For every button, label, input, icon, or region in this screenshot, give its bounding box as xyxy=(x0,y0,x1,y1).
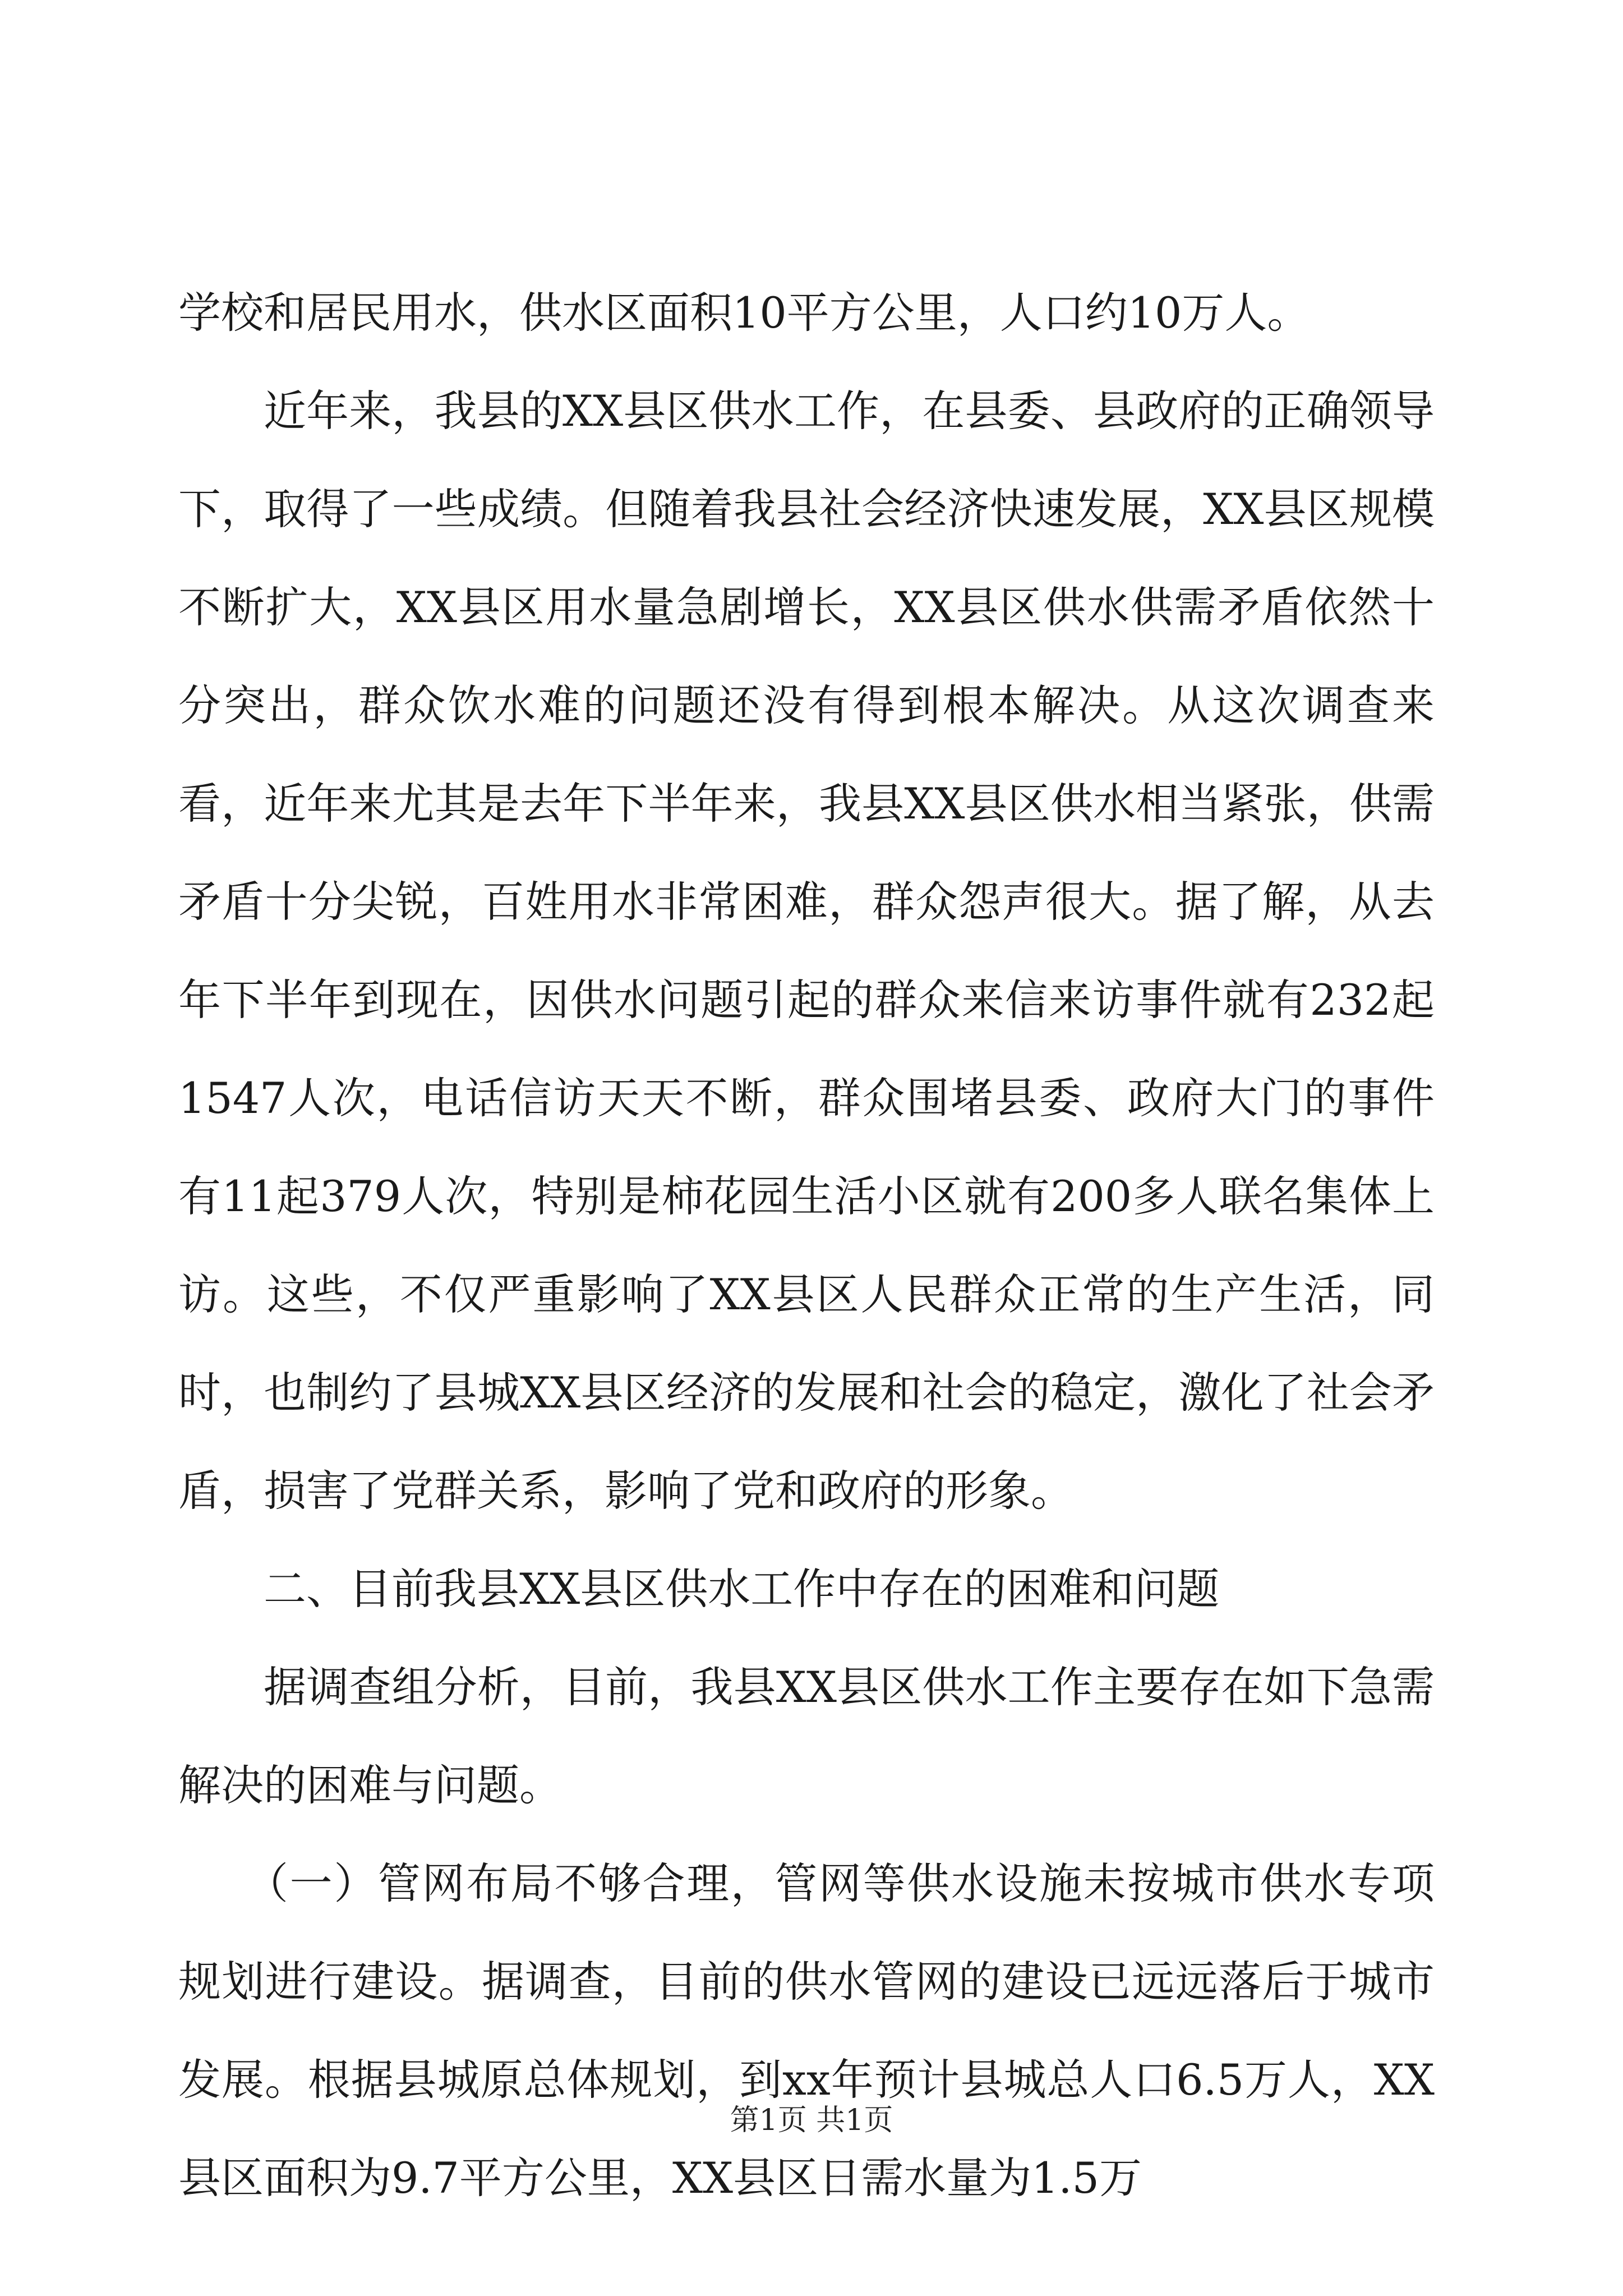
page-footer: 第1页 共1页 xyxy=(730,2104,893,2137)
paragraph-continuation: 学校和居民用水，供水区面积10平方公里，人口约10万人。 xyxy=(178,288,1310,338)
section-heading: 二、目前我县XX县区供水工作中存在的困难和问题 xyxy=(264,1564,1220,1614)
document-body xyxy=(178,264,1435,2227)
paragraph-situation: 近年来，我县的XX县区供水工作，在县委、县政府的正确领导下，取得了一些成绩。但随着我县社会经济快速发展，XX县区规模不断扩大，XX县区用水量急剧增长，XX县区供水供需矛盾依然十分突出，群众饮水难的问题还没有得到根本解决。从这次调查来看，近年来尤其是去年下半年来，我县XX县区供水相当紧张，供需矛盾十分尖锐，百姓用水非常困难，群众怨声很大。据了解，从去年下半年到现在，因供水问题引起的群众来信来访事件就有232起1547人次，电话信访天天不断，群众围堵县委、政府大门的事件有11起379人次，特别是柿花园生活小区就有200多人联名集体上访。这些，不仅严重影响了XX县区人民群众正常的生产生活，同时，也制约了县城XX县区经济的发展和社会的稳定，激化了社会矛盾，损害了党群关系，影响了党和政府的形象。 xyxy=(178,386,1435,1516)
paragraph-analysis: 据调查组分析，目前，我县XX县区供水工作主要存在如下急需解决的困难与问题。 xyxy=(178,1662,1435,1810)
paragraph-item-1: （一）管网布局不够合理，管网等供水设施未按城市供水专项规划进行建设。据调查，目前的供水管网的建设已远远落后于城市发展。根据县城原总体规划，到xx年预计县城总人口6.5万人，XX县区面积为9.7平方公里，XX县区日需水量为1.5万 xyxy=(178,1858,1435,2203)
